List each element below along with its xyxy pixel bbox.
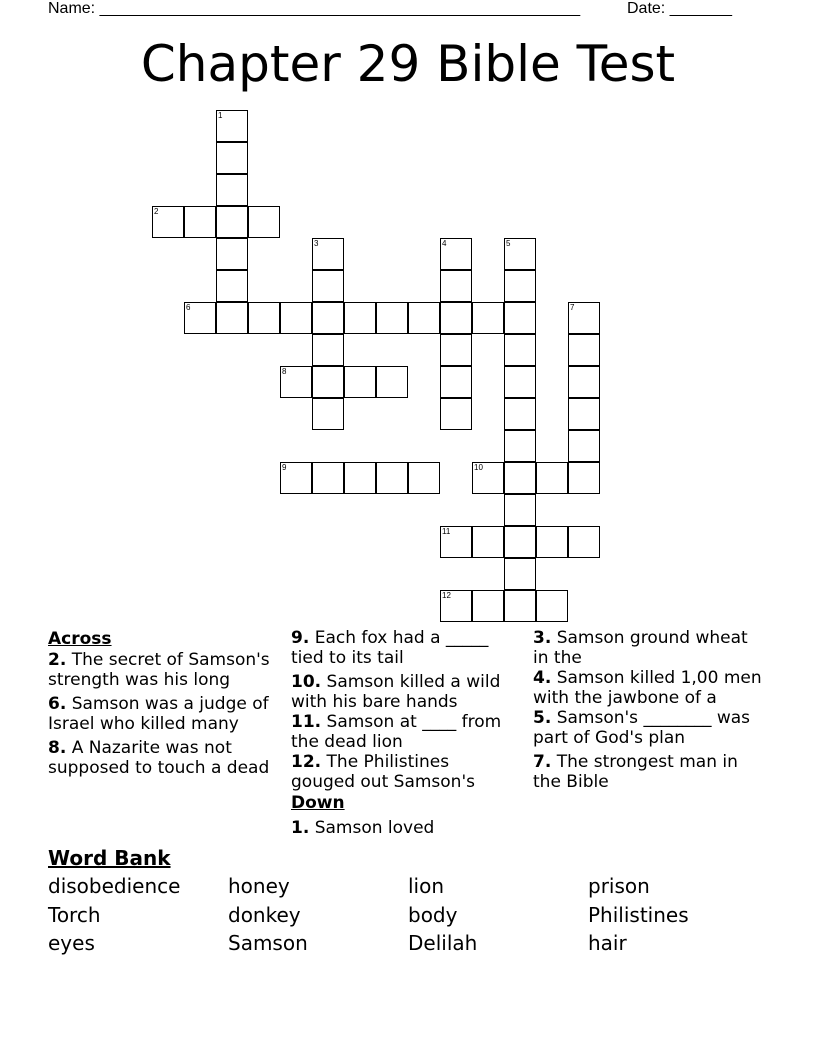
word-bank-item: hair [588,931,627,955]
grid-cell[interactable] [344,366,376,398]
down-clue-7: 7. The strongest man in the Bible [533,752,738,792]
clue-number: 4 [442,239,447,248]
grid-cell[interactable] [216,174,248,206]
clues-column-1 [48,628,280,782]
grid-cell[interactable] [440,238,472,270]
word-bank-heading: Word Bank [48,846,171,870]
grid-cell[interactable] [312,270,344,302]
grid-cell[interactable] [184,206,216,238]
grid-cell[interactable] [280,462,312,494]
grid-cell[interactable] [568,526,600,558]
grid-cell[interactable] [312,398,344,430]
clue-number: 2 [154,207,159,216]
grid-cell[interactable] [504,430,536,462]
grid-cell[interactable] [504,238,536,270]
word-bank-item: Philistines [588,903,689,927]
down-clue-4: 4. Samson killed 1,00 men with the jawbone of a [533,668,762,708]
grid-cell[interactable] [280,302,312,334]
grid-cell[interactable] [312,366,344,398]
grid-cell[interactable] [184,302,216,334]
grid-cell[interactable] [280,366,312,398]
grid-cell[interactable] [376,366,408,398]
clue-number: 5 [506,239,511,248]
clue-number: 10 [474,463,483,472]
word-bank-item: Samson [228,931,308,955]
grid-cell[interactable] [504,270,536,302]
grid-cell[interactable] [568,398,600,430]
grid-cell[interactable] [312,302,344,334]
grid-cell[interactable] [504,462,536,494]
date-field[interactable]: Date: _______ [627,0,732,17]
grid-cell[interactable] [568,334,600,366]
word-bank-item: donkey [228,903,301,927]
grid-cell[interactable] [344,462,376,494]
grid-cell[interactable] [248,302,280,334]
grid-cell[interactable] [248,206,280,238]
grid-cell[interactable] [504,526,536,558]
grid-cell[interactable] [440,526,472,558]
grid-cell[interactable] [504,494,536,526]
clue-number: 8 [282,367,287,376]
grid-cell[interactable] [536,462,568,494]
grid-cell[interactable] [408,462,440,494]
grid-cell[interactable] [536,590,568,622]
grid-cell[interactable] [408,302,440,334]
grid-cell[interactable] [312,462,344,494]
grid-cell[interactable] [216,142,248,174]
grid-cell[interactable] [312,334,344,366]
grid-cell[interactable] [568,366,600,398]
word-bank-item: lion [408,874,445,898]
grid-cell[interactable] [216,302,248,334]
grid-cell[interactable] [504,366,536,398]
grid-cell[interactable] [216,110,248,142]
name-date-line [48,0,748,20]
across-clue-9: 9. Each fox had a _____ tied to its tail [291,628,489,668]
word-bank-item: honey [228,874,290,898]
grid-cell[interactable] [568,302,600,334]
grid-cell[interactable] [568,462,600,494]
word-bank-item: body [408,903,458,927]
grid-cell[interactable] [376,462,408,494]
grid-cell[interactable] [440,590,472,622]
word-bank-item: Delilah [408,931,478,955]
grid-cell[interactable] [504,302,536,334]
grid-cell[interactable] [504,558,536,590]
clues-column-2 [291,628,516,842]
grid-cell[interactable] [440,302,472,334]
down-clue-3: 3. Samson ground wheat in the [533,628,748,668]
grid-cell[interactable] [216,238,248,270]
clue-number: 3 [314,239,319,248]
across-clue-8: 8. A Nazarite was not supposed to touch a dead [48,738,270,778]
grid-cell[interactable] [376,302,408,334]
grid-cell[interactable] [472,590,504,622]
grid-cell[interactable] [440,398,472,430]
grid-cell[interactable] [440,270,472,302]
across-heading: Across [48,629,112,649]
grid-cell[interactable] [440,334,472,366]
grid-cell[interactable] [536,526,568,558]
down-clue-5: 5. Samson's ________ was part of God's plan [533,708,751,748]
clue-number: 6 [186,303,191,312]
word-bank-item: eyes [48,931,95,955]
grid-cell[interactable] [472,526,504,558]
word-bank-item: prison [588,874,650,898]
page-title: Chapter 29 Bible Test [140,35,676,93]
down-heading: Down [291,793,345,813]
across-clue-2: 2. The secret of Samson's strength was his long [48,650,270,690]
clue-number: 9 [282,463,287,472]
across-clue-6: 6. Samson was a judge of Israel who killed many [48,694,269,734]
clue-number: 7 [570,303,575,312]
grid-cell[interactable] [312,238,344,270]
word-bank-item: Torch [48,903,101,927]
across-clue-11: 11. Samson at ____ from the dead lion [291,712,502,752]
grid-cell[interactable] [344,302,376,334]
word-bank-item: disobedience [48,874,181,898]
down-clue-1: 1. Samson loved [291,818,435,838]
across-clue-12: 12. The Philistines gouged out Samson's [291,752,475,792]
clue-number: 1 [218,111,223,120]
grid-cell[interactable] [472,462,504,494]
clues-column-3 [533,628,765,796]
clue-number: 11 [442,527,451,536]
grid-cell[interactable] [504,398,536,430]
grid-cell[interactable] [504,590,536,622]
clue-number: 12 [442,591,451,600]
grid-cell[interactable] [440,366,472,398]
grid-cell[interactable] [152,206,184,238]
across-clue-10: 10. Samson killed a wild with his bare hands [291,672,501,712]
grid-cell[interactable] [568,430,600,462]
grid-cell[interactable] [504,334,536,366]
grid-cell[interactable] [216,206,248,238]
grid-cell[interactable] [472,302,504,334]
grid-cell[interactable] [216,270,248,302]
name-field[interactable]: Name: ______________________________________________________ [48,0,581,17]
